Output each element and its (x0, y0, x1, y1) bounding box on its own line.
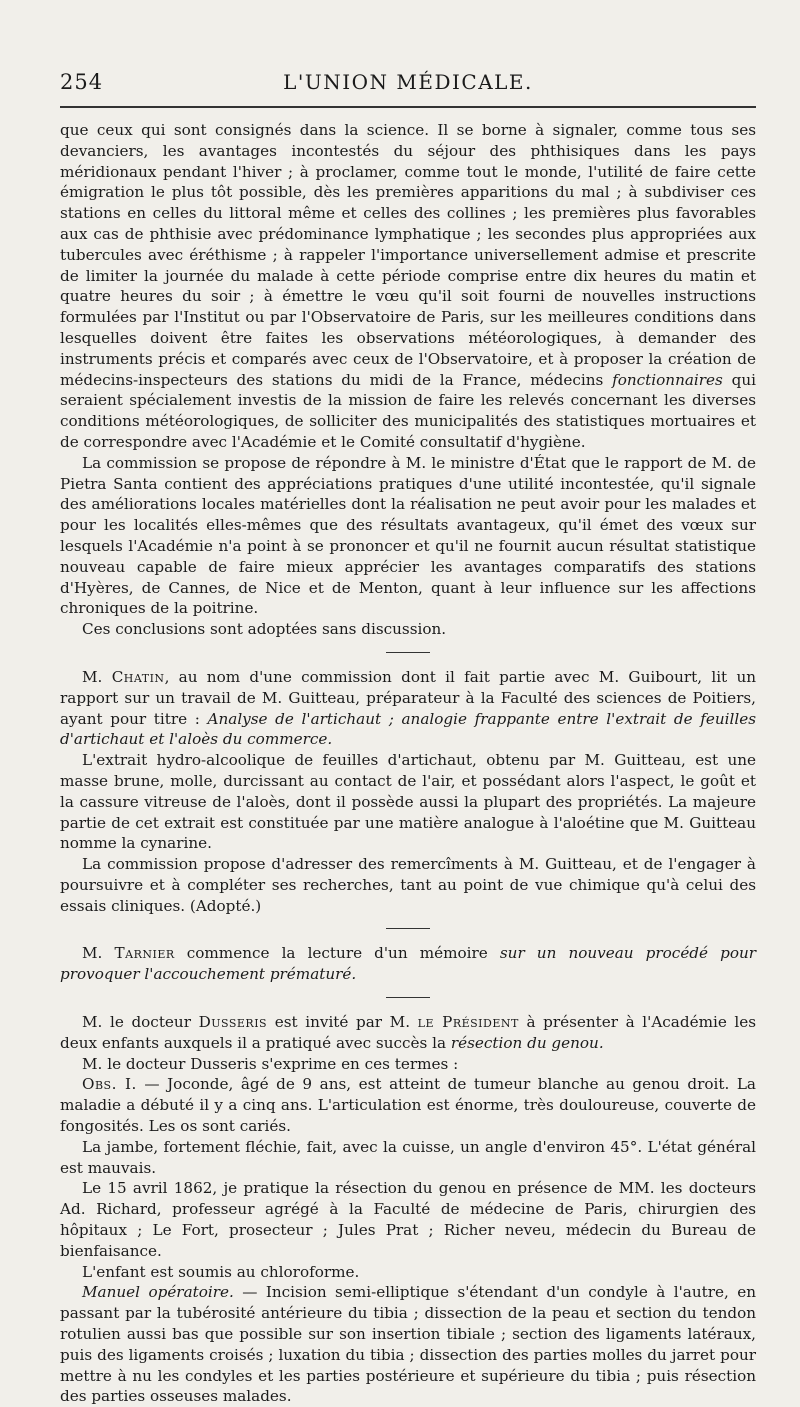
paragraph-12: Le 15 avril 1862, je pratique la résection du genou en présence de MM. les docteurs Ad. Richard, professeur agrégé à la Faculté de médecine de Paris, chirurgien des hôpitaux ; Le Fort, prosecteur ; Jules Prat ; Richer neveu, médecin du Bureau de bienfaisance. (60, 1179, 756, 1260)
section-divider (386, 652, 430, 653)
paragraph-4: M. Chatin, au nom d'une commission dont il fait partie avec M. Guibourt, lit un rapport sur un travail de M. Guitteau, préparateur à la Faculté des sciences de Poitiers, ayant pour titre : Analyse de l'artichaut ; analogie frappante entre l'extrait de feuilles d'artichaut et l'aloès du commerce. (60, 667, 757, 749)
paragraph-11: La jambe, fortement fléchie, fait, avec la cuisse, un angle d'environ 45°. L'état général est mauvais. (60, 1137, 756, 1177)
paragraph-3: Ces conclusions sont adoptées sans discussion. (82, 620, 447, 639)
paragraph-5: L'extrait hydro-alcoolique de feuilles d'artichaut, obtenu par M. Guitteau, est une masse brune, molle, durcissant au contact de l'air, et possédant alors l'aspect, le goût et la cassure vitreuse de l'aloès, dont il possède aussi la plupart des propriétés. La majeure partie de cet extrait est constituée par une matière analogue à l'aloétine que M. Guitteau nomme la cynarine. (60, 751, 756, 853)
paragraph-13: L'enfant est soumis au chloroforme. (82, 1262, 360, 1281)
paragraph-2: La commission se propose de répondre à M. le ministre d'État que le rapport de M. de Pietra Santa contient des appréciations pratiques d'une utilité incontestée, qu'il signale des améliorations locales matérielles dont la réalisation ne peut avoir pour les malades et pour les localités elles-mêmes que des résultats avantageux, qu'il émet des vœux sur lesquels l'Académie n'a point à se prononcer et qu'il ne fournit aucun résultat statistique nouveau capable de faire mieux apprécier les avantages comparatifs des stations d'Hyères, de Cannes, de Nice et de Menton, quant à leur influence sur les affections chroniques de la poitrine. (60, 453, 756, 618)
paragraph-8: M. le docteur Dusseris est invité par M. le Président à présenter à l'Académie les deux enfants auxquels il a pratiqué avec succès la résection du genou. (60, 1013, 757, 1052)
page-number: 254 (60, 70, 104, 94)
running-title: L'UNION MÉDICALE. (283, 70, 533, 94)
section-divider (386, 928, 430, 929)
paragraph-9: M. le docteur Dusseris s'exprime en ces termes : (82, 1054, 459, 1073)
page-header (60, 70, 756, 96)
header-rule (60, 106, 756, 108)
section-divider (386, 997, 430, 998)
paragraph-7: M. Tarnier commence la lecture d'un mémoire sur un nouveau procédé pour provoquer l'accouchement prématuré. (60, 944, 757, 984)
observation-1: Obs. I. — Joconde, âgé de 9 ans, est atteint de tumeur blanche au genou droit. La maladie a débuté il y a cinq ans. L'articulation est énorme, très douloureuse, couverte de fongosités. Les os sont cariés. (60, 1075, 756, 1136)
paragraph-1: que ceux qui sont consignés dans la science. Il se borne à signaler, comme tous ses devanciers, les avantages incontestés du séjour des phthisiques dans les pays méridionaux pendant l'hiver ; à proclamer, comme tout le monde, l'utilité de faire cette émigration le plus tôt possible, dès les premières apparitions du mal ; à subdiviser ces stations en celles du littoral même et celles des collines ; les premières plus favorables aux cas de phthisie avec prédominance lymphatique ; les secondes plus appropriées aux tubercules avec éréthisme ; à rappeler l'importance universellement admise et prescrite de limiter la journée du malade à cette période comprise entre dix heures du matin et quatre heures du soir ; à émettre le vœu qu'il soit fourni de nouvelles instructions formulées par l'Institut ou par l'Observatoire de Paris, sur les meilleures conditions dans lesquelles doivent être faites les observations météorologiques, à demander des instruments précis et comparés avec ceux de l'Observatoire, et à proposer la création de médecins-inspecteurs des stations du midi de la France, médecins fonctionnaires qui seraient spécialement investis de la mission de faire les relevés concernant les diverses conditions météorologiques, de solliciter des municipalités des statistiques mortuaires et de correspondre avec l'Académie et le Comité consultatif d'hygiène. (60, 121, 756, 451)
paragraph-14: Manuel opératoire. — Incision semi-elliptique s'étendant d'un condyle à l'autre, en passant par la tubérosité antérieure du tibia ; dissection de la peau et section du tendon rotulien aussi bas que possible sur son insertion tibiale ; section des ligaments latéraux, puis des ligaments croisés ; luxation du tibia ; dissection des parties molles du jarret pour mettre à nu les condyles et les parties postérieure et supérieure du tibia ; puis résection des parties osseuses malades. (60, 1283, 757, 1406)
paragraph-6: La commission propose d'adresser des remercîments à M. Guitteau, et de l'engager à poursuivre et à compléter ses recherches, tant au point de vue chimique qu'à celui des essais cliniques. (Adopté.) (60, 855, 756, 915)
